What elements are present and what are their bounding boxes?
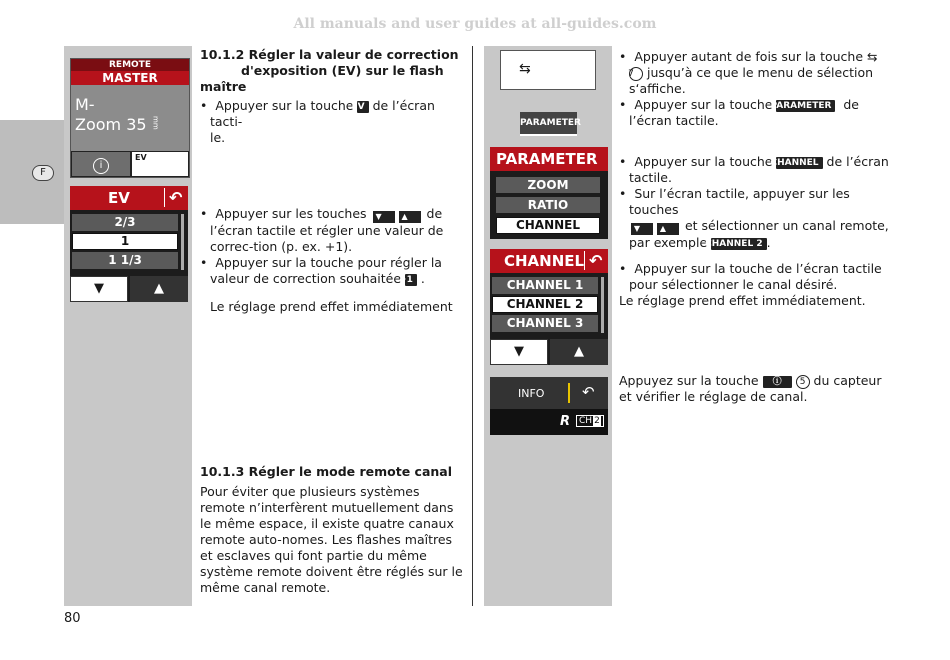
step-verify	[619, 373, 889, 405]
channel-indicator: CH 2	[576, 415, 604, 427]
down-arrow-button[interactable]: ▼	[490, 339, 548, 365]
info-icon: i	[93, 158, 109, 174]
channel-menu-screen	[490, 249, 608, 365]
column-divider	[472, 46, 473, 606]
parameter-key: PARAMETER	[776, 100, 835, 112]
down-key: ▼	[373, 211, 395, 223]
unit-label: mm	[151, 116, 160, 130]
master-label: MASTER	[71, 71, 189, 85]
back-icon[interactable]: ↶	[584, 251, 602, 270]
info-button[interactable]	[71, 151, 131, 177]
page-number: 80	[64, 611, 81, 626]
info-label: INFO	[518, 387, 545, 400]
swap-icon: ⇆	[519, 61, 531, 77]
channel-option-selected[interactable]: CHANNEL 2	[492, 296, 598, 313]
mode-select-key-icon	[500, 50, 596, 90]
back-icon[interactable]: ↶	[582, 383, 595, 401]
side-tab-letter: F	[32, 165, 54, 181]
step-3: • Appuyer sur la touche pour régler la valeur de correction souhaitée +1 .	[200, 255, 442, 286]
ev-key: EV	[357, 101, 368, 113]
steps-channel-top	[619, 49, 889, 129]
section-heading: 10.1.3 Régler le mode remote canal	[200, 464, 452, 479]
plus-one-key: +1	[405, 274, 417, 286]
channel-option[interactable]: CHANNEL 3	[492, 315, 598, 332]
parameter-title-bar: PARAMETER	[490, 147, 608, 171]
menu-zoom[interactable]: ZOOM	[496, 177, 600, 193]
info-bar	[490, 377, 608, 409]
ev-title-bar: EV ↶	[70, 186, 188, 210]
down-key: ▼	[631, 223, 653, 235]
ev-menu-screen	[70, 186, 188, 302]
section-10-1-2	[200, 47, 465, 146]
steps-channel-select	[619, 154, 889, 251]
menu-channel[interactable]: CHANNEL	[496, 217, 600, 234]
parameter-menu-screen	[490, 147, 608, 239]
section-body: Pour éviter que plusieurs systèmes remote n’interfèrent mutuellement dans le même espace, il existe quatre canaux remote auto-nomes. Les flashes maîtres et esclaves qui font partie du même système remote doivent être réglés sur le même canal remote.	[200, 484, 463, 595]
step-confirm: • Appuyer sur la touche de l’écran tactile pour sélectionner le canal désiré.	[619, 261, 882, 292]
channel-option[interactable]: CHANNEL 1	[492, 277, 598, 294]
note: Le réglage prend effet immédiatement.	[619, 293, 866, 308]
parameter-button[interactable]: PARAMETER	[520, 112, 577, 136]
ev-option[interactable]: 2/3	[72, 214, 178, 231]
channel-2-key: CHANNEL 2	[711, 238, 766, 250]
up-arrow-button[interactable]: ▲	[130, 276, 188, 302]
mode-display	[71, 85, 189, 151]
step-mode-select: • Appuyer autant de fois sur la touche ⇆ 7 jusqu’à ce que le menu de sélection s‘affiche.	[619, 49, 878, 96]
verify-text: Appuyez sur la touche ⓘ 5 du capteur et vérifier le réglage de canal.	[619, 373, 882, 404]
section-10-1-3	[200, 464, 465, 596]
step-1: • Appuyer sur la touche EV de l’écran tacti- le.	[200, 98, 435, 145]
watermark: All manuals and user guides at all-guides.com	[293, 16, 657, 32]
ev-option-selected[interactable]: 1	[72, 233, 178, 250]
step-2: • Appuyer sur les touches ▼ ▲ de l’écran tactile et régler une valeur de correc-tion (p. ex. +1).	[200, 206, 444, 254]
remote-label: REMOTE	[71, 59, 189, 71]
note: Le réglage prend effet immédiatement	[210, 299, 453, 314]
steps-confirm	[619, 261, 889, 309]
up-key: ▲	[657, 223, 679, 235]
back-icon[interactable]: ↶	[164, 188, 182, 207]
master-screen	[70, 58, 190, 178]
remote-r-indicator: R	[560, 414, 571, 429]
info-key: ⓘ	[763, 376, 792, 388]
step-parameter: • Appuyer sur la touche PARAMETER de l’écran tactile.	[619, 97, 859, 128]
menu-ratio[interactable]: RATIO	[496, 197, 600, 213]
steps-ev-adjust	[200, 206, 465, 315]
ev-option[interactable]: 1 1/3	[72, 252, 178, 269]
channel-title-bar: CHANNEL ↶	[490, 249, 608, 273]
divider-mark	[568, 383, 570, 403]
channel-key: CHANNEL	[776, 157, 822, 169]
scrollbar[interactable]	[601, 277, 604, 333]
sensor-info-screen	[490, 377, 608, 435]
down-arrow-button[interactable]: ▼	[70, 276, 128, 302]
step-select-channel: • Sur l’écran tactile, appuyer sur les touches ▼ ▲ et sélectionner un canal remote, par exemple CHANNEL 2 .	[619, 186, 889, 250]
up-arrow-button[interactable]: ▲	[550, 339, 608, 365]
section-heading: 10.1.2 Régler la valeur de correction d'exposition (EV) sur le flash maître	[200, 47, 459, 94]
step-channel: • Appuyer sur la touche CHANNEL de l’écran tactile.	[619, 154, 889, 185]
mode-line-1: M-	[75, 95, 95, 114]
up-key: ▲	[399, 211, 421, 223]
scrollbar[interactable]	[181, 214, 184, 270]
ev-button[interactable]: EV	[131, 151, 189, 177]
mode-line-2: Zoom 35 mm	[75, 115, 160, 134]
